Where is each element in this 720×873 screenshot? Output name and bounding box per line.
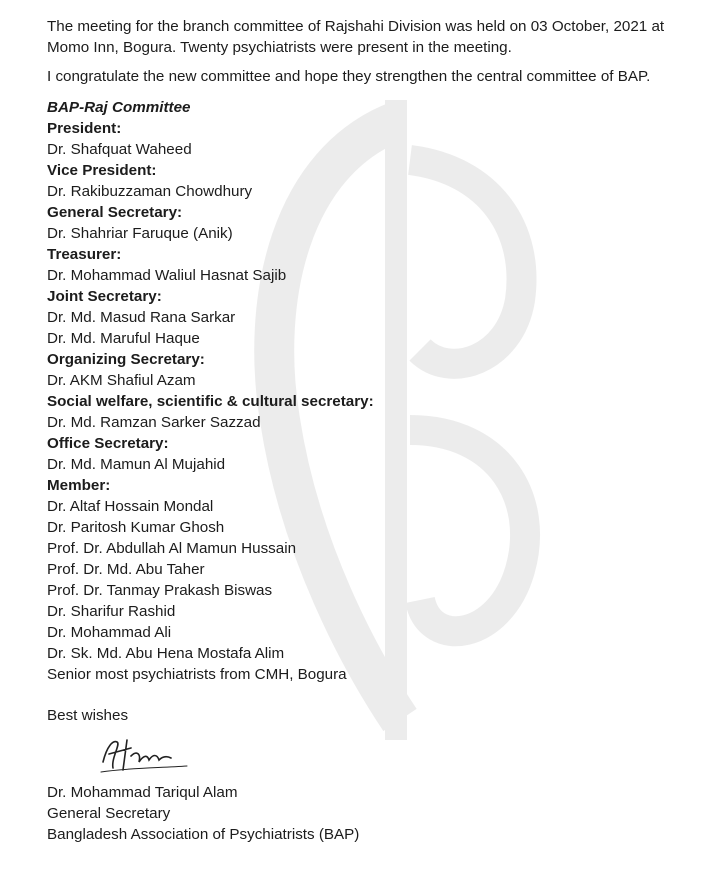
letter: [47, 16, 687, 845]
committee-role: Office Secretary:: [47, 435, 169, 452]
salutation: Best wishes: [47, 707, 129, 724]
committee-member: Dr. Altaf Hossain Mondal: [47, 498, 214, 515]
closing-section: [47, 705, 687, 845]
committee-member: Dr. Md. Ramzan Sarker Sazzad: [47, 414, 261, 431]
committee-member: Dr. Sk. Md. Abu Hena Mostafa Alim: [47, 645, 285, 662]
committee-member: Dr. Shafquat Waheed: [47, 141, 192, 158]
committee-member: Prof. Dr. Abdullah Al Mamun Hussain: [47, 540, 297, 557]
committee-role: Organizing Secretary:: [47, 351, 205, 368]
committee-role: General Secretary:: [47, 204, 183, 221]
committee-section: [47, 97, 687, 685]
committee-member: Dr. Md. Mamun Al Mujahid: [47, 456, 226, 473]
intro-paragraph: I congratulate the new committee and hope they strengthen the central committee of BAP.: [47, 68, 651, 85]
handwritten-signature: [97, 732, 197, 776]
intro-section: [47, 16, 687, 87]
signer-name: Dr. Mohammad Tariqul Alam: [47, 784, 238, 801]
committee-member: Dr. Md. Maruful Haque: [47, 330, 200, 347]
committee-member: Dr. Sharifur Rashid: [47, 603, 176, 620]
committee-title: BAP-Raj Committee: [47, 99, 191, 116]
committee-role: Vice President:: [47, 162, 157, 179]
committee-positions: [47, 118, 687, 685]
committee-member: Dr. Mohammad Ali: [47, 624, 172, 641]
committee-member: Dr. Md. Masud Rana Sarkar: [47, 309, 236, 326]
intro-paragraph: The meeting for the branch committee of Rajshahi Division was held on 03 October, 2021 at Momo Inn, Bogura. Twenty psychiatrists were present in the meeting.: [47, 18, 665, 56]
committee-role: Member:: [47, 477, 111, 494]
committee-member: Dr. Shahriar Faruque (Anik): [47, 225, 233, 242]
committee-role: Joint Secretary:: [47, 288, 162, 305]
committee-member: Prof. Dr. Md. Abu Taher: [47, 561, 205, 578]
committee-role: Treasurer:: [47, 246, 122, 263]
committee-member: Senior most psychiatrists from CMH, Bogura: [47, 666, 347, 683]
committee-member: Prof. Dr. Tanmay Prakash Biswas: [47, 582, 273, 599]
committee-member: Dr. Rakibuzzaman Chowdhury: [47, 183, 253, 200]
committee-role: Social welfare, scientific & cultural secretary:: [47, 393, 374, 410]
committee-member: Dr. Mohammad Waliul Hasnat Sajib: [47, 267, 287, 284]
committee-member: Dr. AKM Shafiul Azam: [47, 372, 196, 389]
committee-role: President:: [47, 120, 122, 137]
committee-member: Dr. Paritosh Kumar Ghosh: [47, 519, 225, 536]
signer-organization: Bangladesh Association of Psychiatrists (BAP): [47, 826, 360, 843]
signer-title: General Secretary: [47, 805, 171, 822]
